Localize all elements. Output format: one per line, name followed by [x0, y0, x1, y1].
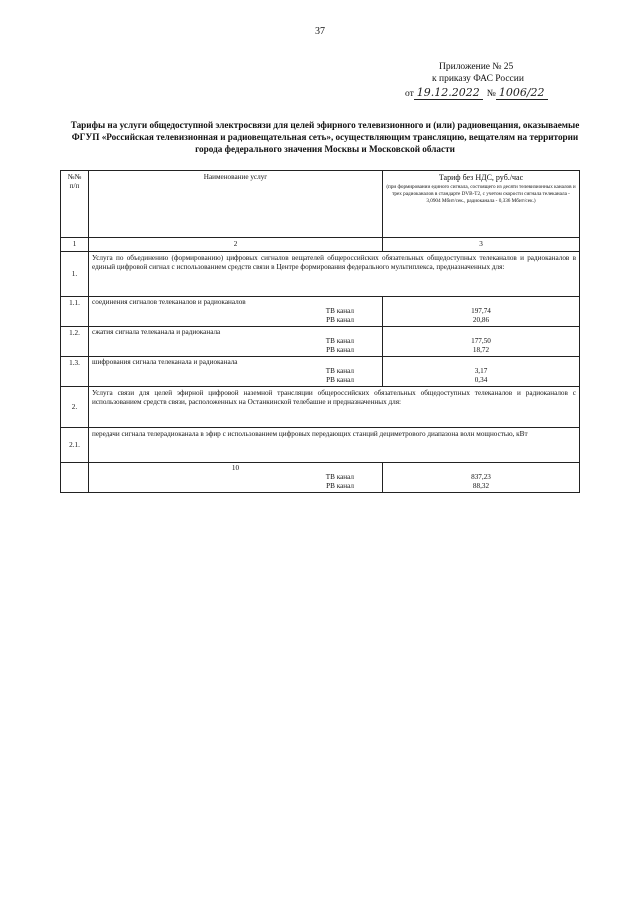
channel-label: ТВ канал	[325, 473, 354, 481]
row-number: 1.	[61, 252, 89, 297]
table-row	[61, 387, 580, 428]
table-row	[61, 327, 580, 357]
channel-label: ТВ канал	[325, 307, 354, 315]
row-number: 2.1.	[61, 428, 89, 463]
column-number-row	[61, 238, 580, 252]
row-number: 2.	[61, 387, 89, 428]
service-item	[89, 357, 383, 387]
channel-label: ТВ канал	[325, 337, 354, 345]
page-number: 37	[315, 26, 325, 37]
tariff-values	[383, 297, 580, 327]
tariff-value: 88,32	[472, 482, 490, 490]
table-row	[61, 428, 580, 463]
table-row	[61, 297, 580, 327]
tariff-values	[383, 357, 580, 387]
service-name: соединения сигналов телеканалов и радиоканалов	[92, 298, 246, 306]
table-row	[61, 463, 580, 493]
service-item	[89, 297, 383, 327]
handwritten-date: 19.12.2022	[414, 87, 483, 100]
column-number: 1	[61, 238, 89, 252]
header-tariff	[383, 171, 580, 238]
tariff-value: 20,86	[472, 316, 490, 324]
number-prefix: №	[486, 89, 496, 99]
service-item	[89, 327, 383, 357]
row-number: 1.1.	[61, 297, 89, 327]
appendix-block	[405, 61, 595, 100]
channel-label: РВ канал	[326, 346, 354, 354]
header-number: №№ п/п	[61, 171, 89, 238]
tariff-values	[383, 327, 580, 357]
document-title: Тарифы на услуги общедоступной электросвязи для целей эфирного телевизионного и (или) радиовещания, оказываемые ФГУП «Российская телевизионная и радиовещательная сеть», осуществляющим трансляцию, вещателям на территории города федерального значения Москвы и Московской области	[70, 120, 580, 154]
appendix-date-line	[405, 87, 595, 100]
service-description: Услуга связи для целей эфирной цифровой наземной трансляции общероссийских обязательных общедоступных телеканалов и радиоканалов с использованием средств связи, расположенных на Останкинской телебашне и предназначенных для:	[89, 387, 580, 428]
row-number-empty	[61, 463, 89, 493]
table-header-row	[61, 171, 580, 238]
tariff-value: 177,50	[471, 337, 491, 345]
header-tariff-note: (при формировании единого сигнала, состоящего из десяти телевизионных каналов и трех радиоканалов в стандарте DVB-T2, с учетом скорости сигнала телеканала - 3,0904 Мбит/сек., радиоканала - 0,336 Мбит/сек.)	[386, 184, 576, 204]
service-item	[89, 463, 383, 493]
tariff-table	[60, 170, 580, 493]
channel-label: РВ канал	[326, 316, 354, 324]
handwritten-number: 1006/22	[496, 87, 548, 100]
service-name: сжатия сигнала телеканала и радиоканала	[92, 328, 221, 336]
appendix-order-ref: к приказу ФАС России	[432, 74, 524, 84]
row-number: 1.2.	[61, 327, 89, 357]
channel-label: РВ канал	[326, 482, 354, 490]
appendix-title: Приложение № 25	[439, 62, 514, 72]
header-service-name: Наименование услуг	[89, 171, 383, 238]
header-tariff-title: Тариф без НДС, руб./час	[438, 173, 524, 182]
date-prefix: от	[405, 89, 414, 99]
channel-label: РВ канал	[326, 376, 354, 384]
column-number: 2	[89, 238, 383, 252]
service-name: шифрования сигнала телеканала и радиоканала	[92, 358, 238, 366]
channel-label: ТВ канал	[325, 367, 354, 375]
service-description: Услуга по объединению (формированию) цифровых сигналов вещателей общероссийских обязательных общедоступных телеканалов и радиоканалов в единый цифровой сигнал с использованием средств связи в Центре формирования федерального мультиплекса, предназначенных для:	[89, 252, 580, 297]
table-row	[61, 357, 580, 387]
column-number: 3	[383, 238, 580, 252]
power-value: 10	[231, 464, 240, 472]
table-row	[61, 252, 580, 297]
service-description: передачи сигнала телерадиоканала в эфир с использованием цифровых передающих станций дециметрового диапазона волн мощностью, кВт	[89, 428, 580, 463]
tariff-value: 3,17	[474, 367, 488, 375]
tariff-value: 0,34	[474, 376, 488, 384]
tariff-value: 197,74	[471, 307, 491, 315]
row-number: 1.3.	[61, 357, 89, 387]
tariff-value: 18,72	[472, 346, 490, 354]
tariff-values	[383, 463, 580, 493]
tariff-value: 837,23	[471, 473, 491, 481]
